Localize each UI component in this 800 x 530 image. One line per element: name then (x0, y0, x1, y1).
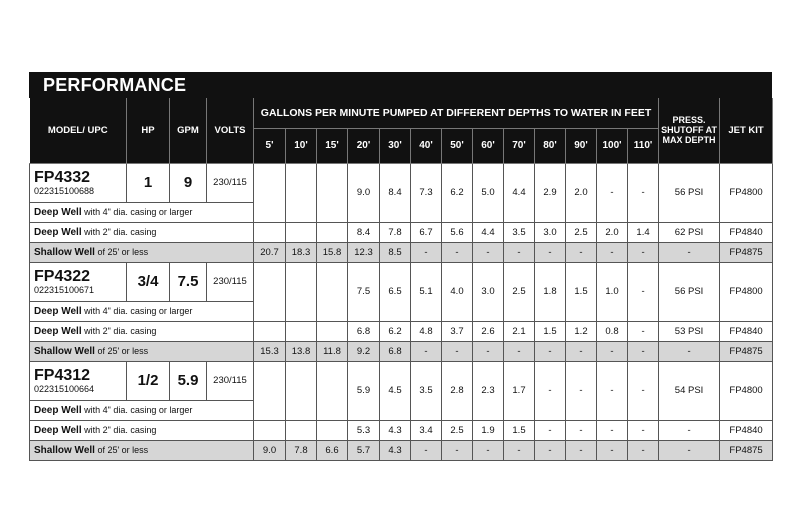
gpm-value: 6.7 (411, 222, 442, 242)
well-type-label (30, 321, 254, 341)
model-volts: 230/115 (207, 361, 254, 400)
jet-kit-value: FP4840 (720, 321, 773, 341)
gpm-value: 1.0 (597, 262, 628, 321)
gpm-value: - (597, 440, 628, 460)
well-desc: of 25' or less (94, 246, 149, 257)
gpm-value: - (535, 242, 566, 262)
gpm-value: 1.4 (628, 222, 659, 242)
gpm-value: - (566, 361, 597, 420)
gpm-value: 6.8 (348, 321, 380, 341)
header-gpm: GPM (170, 98, 207, 163)
header-jet-kit: JET KIT (720, 98, 773, 163)
model-row (30, 163, 773, 202)
gpm-value: 1.7 (504, 361, 535, 420)
shallow-well-row (30, 341, 773, 361)
model-hp: 3/4 (127, 262, 170, 301)
gpm-value: 6.5 (380, 262, 411, 321)
gpm-value: 15.3 (254, 341, 286, 361)
well-desc: with 2" dia. casing (81, 424, 157, 435)
gpm-value: 7.8 (380, 222, 411, 242)
gpm-value (317, 163, 348, 222)
gpm-value: - (473, 440, 504, 460)
gpm-value (254, 420, 286, 440)
gpm-value: 4.0 (442, 262, 473, 321)
gpm-value: - (566, 341, 597, 361)
gpm-value: - (597, 341, 628, 361)
header-gallons: GALLONS PER MINUTE PUMPED AT DIFFERENT DEPTHS TO WATER IN FEET (254, 98, 659, 128)
gpm-value: 3.0 (473, 262, 504, 321)
well-desc: with 4" dia. casing or larger (81, 206, 193, 217)
gpm-value (286, 222, 317, 242)
header-depth: 40' (411, 128, 442, 163)
gpm-value: 5.0 (473, 163, 504, 222)
model-cell (30, 361, 127, 400)
gpm-value: 2.3 (473, 361, 504, 420)
gpm-value: 4.3 (380, 420, 411, 440)
gpm-value: 2.5 (566, 222, 597, 242)
gpm-value: - (628, 361, 659, 420)
gpm-value (254, 321, 286, 341)
gpm-value: 7.8 (286, 440, 317, 460)
gpm-value: - (566, 420, 597, 440)
gpm-value (254, 262, 286, 321)
gpm-value: 7.5 (348, 262, 380, 321)
gpm-value: - (535, 361, 566, 420)
gpm-value: 1.8 (535, 262, 566, 321)
shallow-well-row (30, 440, 773, 460)
gpm-value: 9.0 (254, 440, 286, 460)
well-type: Shallow Well (34, 444, 95, 456)
jet-kit-value: FP4800 (720, 361, 773, 420)
gpm-value: 3.5 (411, 361, 442, 420)
well-desc: with 4" dia. casing or larger (81, 305, 193, 316)
header-press-shutoff: PRESS. SHUTOFF AT MAX DEPTH (659, 98, 720, 163)
well-type-label (30, 440, 254, 460)
header-depth: 15' (317, 128, 348, 163)
gpm-value: 4.5 (380, 361, 411, 420)
well-desc: with 4" dia. casing or larger (81, 404, 193, 415)
well-type-label (30, 400, 254, 420)
header-depth: 70' (504, 128, 535, 163)
gpm-value (317, 262, 348, 321)
gpm-value: 2.8 (442, 361, 473, 420)
header-depth: 80' (535, 128, 566, 163)
header-depth: 30' (380, 128, 411, 163)
gpm-value: - (628, 321, 659, 341)
gpm-value: - (566, 242, 597, 262)
gpm-value: 6.6 (317, 440, 348, 460)
gpm-value: 11.8 (317, 341, 348, 361)
model-hp: 1 (127, 163, 170, 202)
gpm-value: 5.3 (348, 420, 380, 440)
gpm-value: 15.8 (317, 242, 348, 262)
gpm-value: - (597, 242, 628, 262)
well-type-label (30, 301, 254, 321)
gpm-value: 3.5 (504, 222, 535, 242)
jet-kit-value: FP4840 (720, 420, 773, 440)
model-cell (30, 262, 127, 301)
gpm-value: 4.4 (473, 222, 504, 242)
model-row (30, 361, 773, 400)
deep-well-2in-row (30, 420, 773, 440)
gpm-value: - (597, 361, 628, 420)
model-volts: 230/115 (207, 262, 254, 301)
gpm-value: - (442, 341, 473, 361)
press-shutoff-value: 56 PSI (659, 163, 720, 222)
gpm-value: 8.4 (380, 163, 411, 222)
model-cell (30, 163, 127, 202)
gpm-value (317, 222, 348, 242)
gpm-value: 13.8 (286, 341, 317, 361)
gpm-value: 6.2 (442, 163, 473, 222)
gpm-value: - (628, 163, 659, 222)
model-upc: 022315100688 (34, 185, 95, 196)
jet-kit-value: FP4875 (720, 242, 773, 262)
well-type: Shallow Well (34, 345, 95, 357)
gpm-value: - (535, 420, 566, 440)
gpm-value: - (628, 262, 659, 321)
well-type: Deep Well (34, 325, 82, 337)
model-upc: 022315100664 (34, 383, 95, 394)
gpm-value: - (442, 242, 473, 262)
model-gpm: 7.5 (170, 262, 207, 301)
gpm-value (286, 321, 317, 341)
well-type-label (30, 341, 254, 361)
gpm-value: - (628, 341, 659, 361)
jet-kit-value: FP4875 (720, 440, 773, 460)
gpm-value: 4.3 (380, 440, 411, 460)
well-type: Deep Well (34, 305, 82, 317)
model-gpm: 5.9 (170, 361, 207, 400)
well-type-label (30, 242, 254, 262)
gpm-value: - (504, 341, 535, 361)
gpm-value (254, 163, 286, 222)
header-hp: HP (127, 98, 170, 163)
gpm-value: - (597, 420, 628, 440)
jet-kit-value: FP4800 (720, 163, 773, 222)
well-type: Deep Well (34, 424, 82, 436)
header-model: MODEL/ UPC (30, 98, 127, 163)
gpm-value: 8.4 (348, 222, 380, 242)
performance-table (29, 98, 773, 461)
gpm-value: - (628, 242, 659, 262)
jet-kit-value: FP4875 (720, 341, 773, 361)
gpm-value: - (411, 242, 442, 262)
table-title: PERFORMANCE (29, 72, 772, 98)
gpm-value: 6.2 (380, 321, 411, 341)
gpm-value (286, 163, 317, 222)
gpm-value: 8.5 (380, 242, 411, 262)
header-depth: 110' (628, 128, 659, 163)
model-upc: 022315100671 (34, 284, 95, 295)
gpm-value: 3.0 (535, 222, 566, 242)
press-shutoff-value: 62 PSI (659, 222, 720, 242)
gpm-value: 2.9 (535, 163, 566, 222)
header-depth: 90' (566, 128, 597, 163)
deep-well-2in-row (30, 222, 773, 242)
gpm-value (254, 361, 286, 420)
header-depth: 5' (254, 128, 286, 163)
gpm-value: 3.7 (442, 321, 473, 341)
gpm-value: 0.8 (597, 321, 628, 341)
gpm-value (286, 361, 317, 420)
gpm-value: 2.5 (442, 420, 473, 440)
gpm-value: 2.1 (504, 321, 535, 341)
model-name: FP4312 (34, 366, 91, 384)
gpm-value: 2.6 (473, 321, 504, 341)
gpm-value: 5.6 (442, 222, 473, 242)
well-type: Deep Well (34, 226, 82, 238)
gpm-value: 1.5 (566, 262, 597, 321)
press-shutoff-value: - (659, 420, 720, 440)
press-shutoff-value: - (659, 242, 720, 262)
gpm-value: 5.1 (411, 262, 442, 321)
gpm-value (286, 420, 317, 440)
press-shutoff-value: - (659, 341, 720, 361)
gpm-value: 4.4 (504, 163, 535, 222)
gpm-value: 4.8 (411, 321, 442, 341)
gpm-value: 18.3 (286, 242, 317, 262)
gpm-value: 6.8 (380, 341, 411, 361)
gpm-value: - (442, 440, 473, 460)
gpm-value: 1.5 (504, 420, 535, 440)
gpm-value (317, 361, 348, 420)
well-desc: of 25' or less (94, 345, 149, 356)
well-type-label (30, 420, 254, 440)
gpm-value: 9.2 (348, 341, 380, 361)
gpm-value: 1.2 (566, 321, 597, 341)
model-name: FP4332 (34, 168, 91, 186)
performance-sheet (29, 72, 772, 461)
model-hp: 1/2 (127, 361, 170, 400)
gpm-value: 2.0 (566, 163, 597, 222)
well-desc: with 2" dia. casing (81, 325, 157, 336)
gpm-value: 2.5 (504, 262, 535, 321)
gpm-value: 5.7 (348, 440, 380, 460)
well-desc: with 2" dia. casing (81, 226, 157, 237)
gpm-value: 9.0 (348, 163, 380, 222)
press-shutoff-value: 56 PSI (659, 262, 720, 321)
header-depth: 10' (286, 128, 317, 163)
gpm-value: - (473, 242, 504, 262)
model-name: FP4322 (34, 267, 91, 285)
header-depth: 100' (597, 128, 628, 163)
gpm-value: 12.3 (348, 242, 380, 262)
gpm-value: - (411, 440, 442, 460)
gpm-value: - (628, 440, 659, 460)
deep-well-2in-row (30, 321, 773, 341)
well-type: Deep Well (34, 404, 82, 416)
shallow-well-row (30, 242, 773, 262)
gpm-value: 7.3 (411, 163, 442, 222)
header-depth: 20' (348, 128, 380, 163)
gpm-value: - (597, 163, 628, 222)
gpm-value (317, 321, 348, 341)
gpm-value: 1.9 (473, 420, 504, 440)
gpm-value: - (411, 341, 442, 361)
gpm-value: - (473, 341, 504, 361)
gpm-value: - (504, 242, 535, 262)
gpm-value: - (535, 341, 566, 361)
well-type-label (30, 202, 254, 222)
gpm-value: 20.7 (254, 242, 286, 262)
model-gpm: 9 (170, 163, 207, 202)
jet-kit-value: FP4800 (720, 262, 773, 321)
gpm-value: - (535, 440, 566, 460)
model-row (30, 262, 773, 301)
gpm-value: - (504, 440, 535, 460)
well-type: Shallow Well (34, 246, 95, 258)
gpm-value: - (628, 420, 659, 440)
jet-kit-value: FP4840 (720, 222, 773, 242)
press-shutoff-value: 53 PSI (659, 321, 720, 341)
gpm-value: 5.9 (348, 361, 380, 420)
well-type: Deep Well (34, 206, 82, 218)
gpm-value (317, 420, 348, 440)
gpm-value: 3.4 (411, 420, 442, 440)
header-depth: 60' (473, 128, 504, 163)
well-type-label (30, 222, 254, 242)
gpm-value: - (566, 440, 597, 460)
gpm-value: 1.5 (535, 321, 566, 341)
well-desc: of 25' or less (94, 444, 149, 455)
header-depth: 50' (442, 128, 473, 163)
gpm-value (286, 262, 317, 321)
press-shutoff-value: - (659, 440, 720, 460)
press-shutoff-value: 54 PSI (659, 361, 720, 420)
model-volts: 230/115 (207, 163, 254, 202)
header-volts: VOLTS (207, 98, 254, 163)
gpm-value: 2.0 (597, 222, 628, 242)
gpm-value (254, 222, 286, 242)
